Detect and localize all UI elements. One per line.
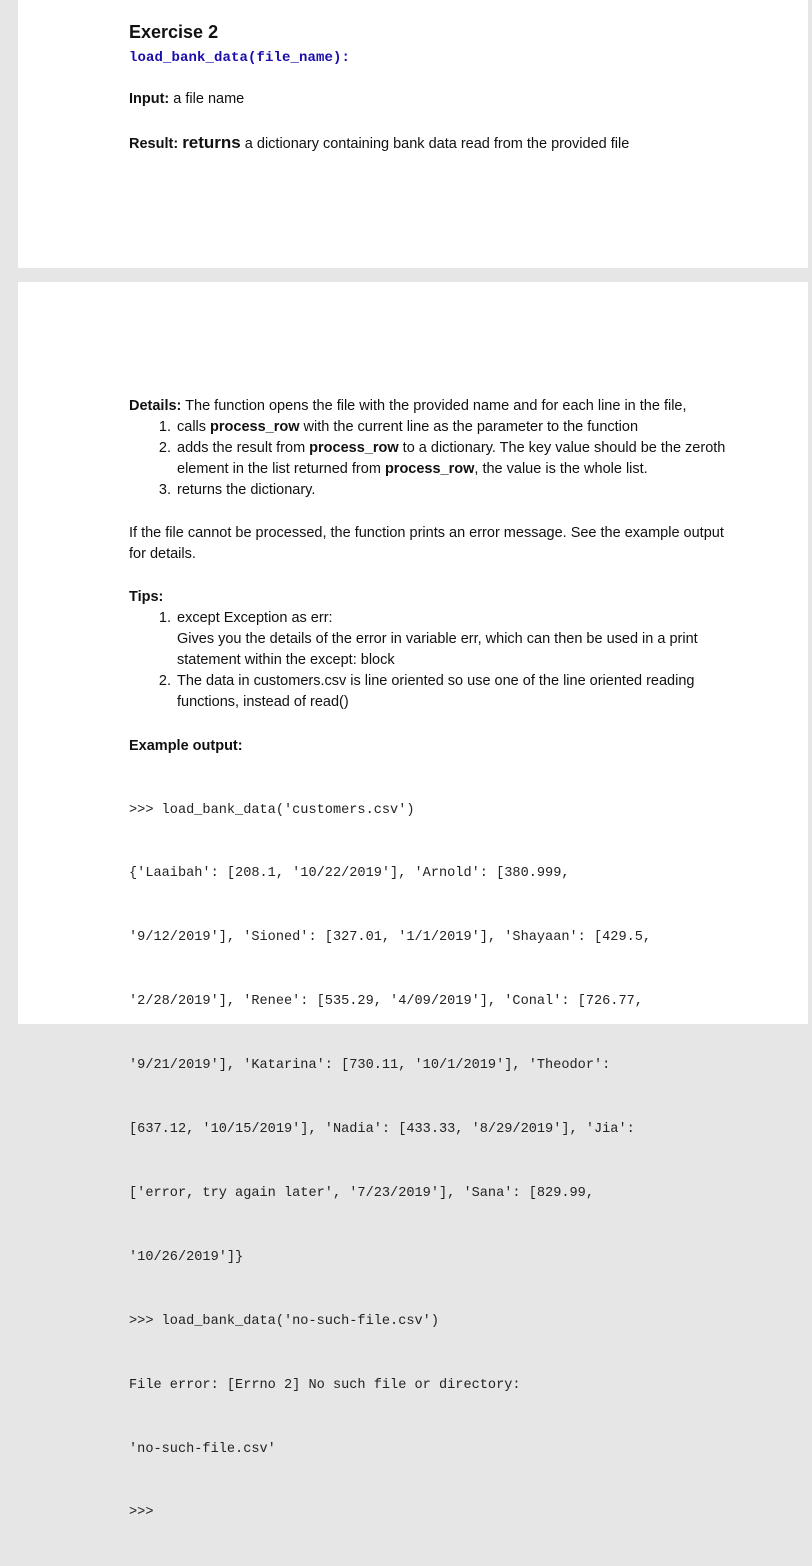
- details-item-text: with the current line as the parameter to the function: [299, 419, 639, 435]
- tips-item-text: 2. The data in customers.csv is line oriented so use one of the line oriented reading functions, instead of read(): [177, 673, 695, 710]
- example-label: [129, 736, 243, 757]
- details-item: [175, 438, 749, 480]
- exercise-title: Exercise 2: [129, 22, 219, 42]
- process-row-ref: process_row: [210, 419, 300, 435]
- tips-list: [129, 608, 749, 713]
- code-line: '10/26/2019']}: [129, 1249, 244, 1265]
- tips-item-heading: 1. except Exception as err:: [177, 610, 333, 626]
- code-line: '9/21/2019'], 'Katarina': [730.11, '10/1/2019'], 'Theodor':: [129, 1058, 611, 1074]
- code-line: >>> load_bank_data('no-such-file.csv'): [129, 1313, 439, 1329]
- result-text: a dictionary containing bank data read from the provided file: [240, 136, 630, 152]
- details-item: [175, 417, 749, 438]
- code-line: '2/28/2019'], 'Renee': [535.29, '4/09/2019'], 'Conal': [726.77,: [129, 994, 643, 1010]
- details-item: [175, 480, 749, 501]
- code-line: ['error, try again later', '7/23/2019'], 'Sana': [829.99,: [129, 1185, 594, 1201]
- code-line: File error: [Errno 2] No such file or directory:: [129, 1377, 521, 1393]
- example-output: [129, 757, 651, 1566]
- result-label: Result:: [129, 136, 179, 152]
- tips-label: Tips:: [129, 589, 164, 605]
- details-item-text: adds the result from: [177, 440, 310, 456]
- document-page-1: [18, 0, 808, 268]
- details-item-text: returns the dictionary.: [177, 482, 316, 498]
- input-text: a file name: [169, 91, 245, 107]
- details-intro: [129, 396, 749, 417]
- details-label: Details:: [129, 398, 182, 414]
- details-item-text: calls: [177, 419, 211, 435]
- result-line: [129, 132, 629, 155]
- example-label-text: Example output:: [129, 738, 243, 754]
- input-line: [129, 89, 244, 110]
- tips-item: [175, 671, 749, 713]
- details-item-text: , the value is the whole list.: [474, 461, 648, 477]
- input-label: Input:: [129, 91, 170, 107]
- result-keyword: returns: [182, 133, 241, 152]
- document-page-2: [18, 282, 808, 1521]
- function-signature: load_bank_data(file_name):: [129, 50, 351, 66]
- code-line: >>>: [129, 1505, 154, 1521]
- process-row-ref: process_row: [384, 461, 475, 477]
- details-section: [129, 396, 749, 501]
- code-line: {'Laaibah': [208.1, '10/22/2019'], 'Arnold': [380.999,: [129, 866, 570, 882]
- process-row-ref: process_row: [309, 440, 399, 456]
- details-item-text: to a dictionary. The key value should be the zeroth element in the list returned from: [177, 440, 726, 477]
- error-paragraph: If the file cannot be processed, the function prints an error message. See the example output for details.: [129, 525, 724, 562]
- tips-item-text: Gives you the details of the error in variable err, which can then be used in a print statement within the except: block: [177, 631, 698, 668]
- tips-item: [175, 608, 749, 671]
- tips-section: [129, 587, 749, 713]
- code-line: >>> load_bank_data('customers.csv'): [129, 802, 415, 818]
- code-line: '9/12/2019'], 'Sioned': [327.01, '1/1/2019'], 'Shayaan': [429.5,: [129, 930, 652, 946]
- code-line: [637.12, '10/15/2019'], 'Nadia': [433.33, '8/29/2019'], 'Jia':: [129, 1122, 635, 1138]
- code-line: 'no-such-file.csv': [129, 1441, 276, 1457]
- details-text: The function opens the file with the provided name and for each line in the file,: [181, 398, 687, 414]
- details-list: [129, 417, 749, 501]
